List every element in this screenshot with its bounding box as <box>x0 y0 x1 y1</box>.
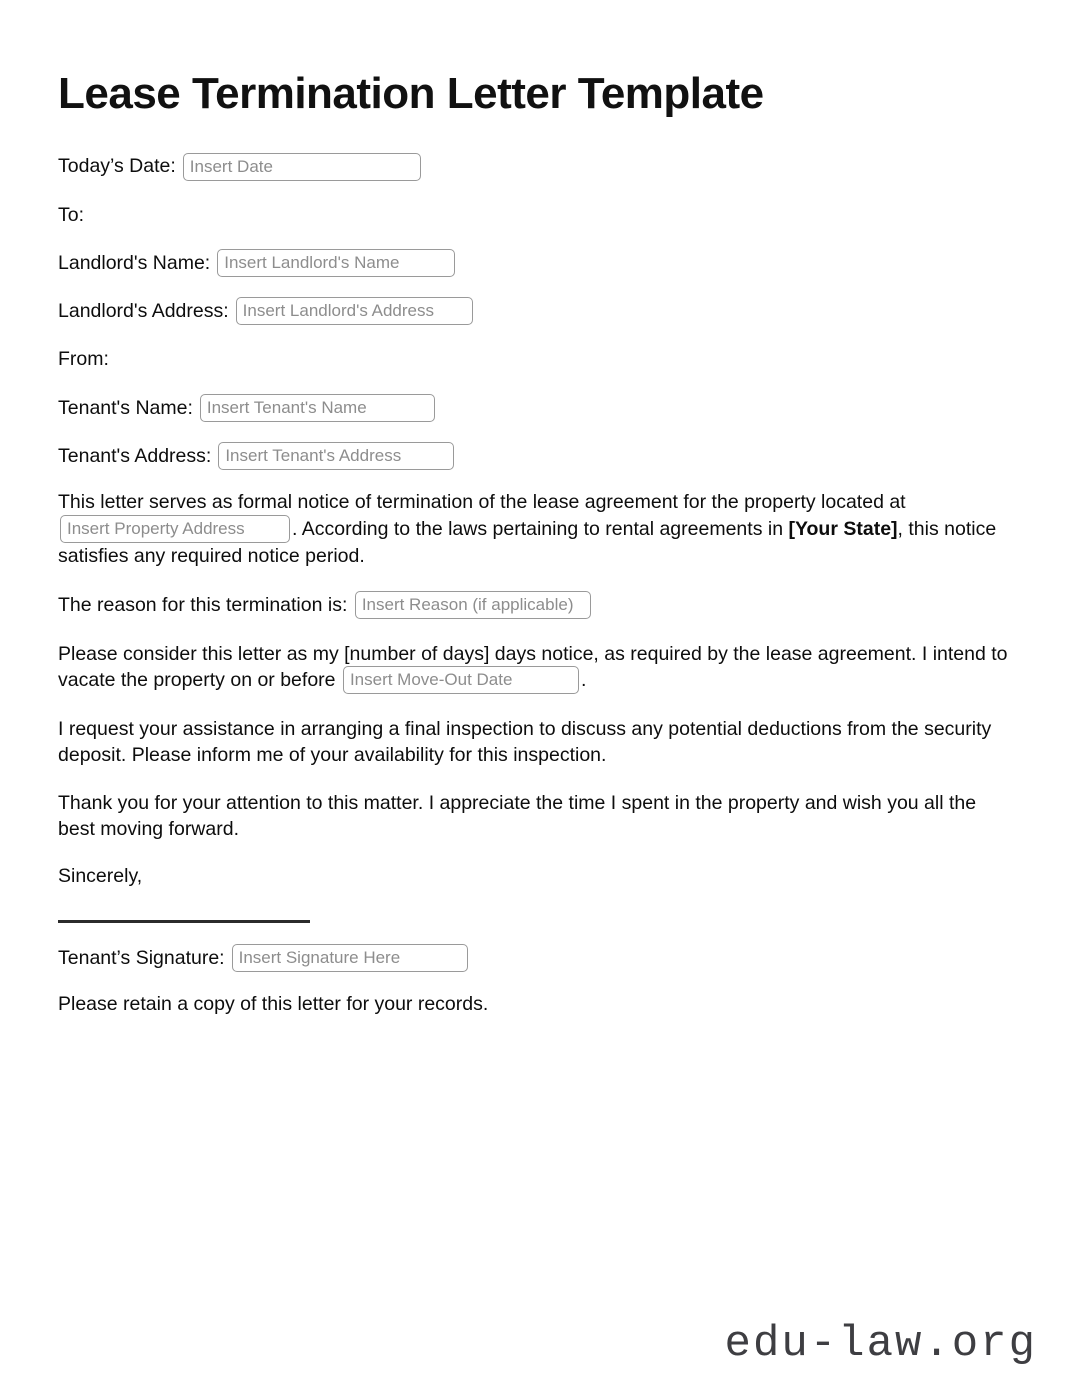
landlord-name-input[interactable] <box>217 249 455 277</box>
landlord-address-label: Landlord's Address: <box>58 300 229 323</box>
tenant-name-input[interactable] <box>200 394 435 422</box>
page-title: Lease Termination Letter Template <box>58 69 764 118</box>
todays-date-label: Today’s Date: <box>58 155 176 178</box>
closing-salutation: Sincerely, <box>58 865 143 888</box>
tenant-address-input[interactable] <box>218 442 454 470</box>
tenant-name-label: Tenant's Name: <box>58 396 193 419</box>
field-row-todays-date <box>58 152 1017 180</box>
tenant-address-label: Tenant's Address: <box>58 444 212 467</box>
todays-date-input[interactable] <box>183 153 421 181</box>
tenant-signature-label: Tenant’s Signature: <box>58 947 225 970</box>
reason-lead-text: The reason for this termination is: <box>58 593 348 616</box>
paragraph-notice-days <box>58 642 1017 696</box>
notice-text-part3: , this notice satisfies any required notice period. <box>58 518 997 567</box>
site-watermark: edu-law.org <box>724 1319 1037 1369</box>
paragraph-inspection: I request your assistance in arranging a final inspection to discuss any potential deductions from the security deposit. Please inform me of your availability for this inspection. <box>58 718 992 767</box>
field-row-landlord-name <box>58 249 1017 277</box>
landlord-address-input[interactable] <box>236 297 473 325</box>
paragraph-reason <box>58 592 1017 620</box>
notice-text-part1: This letter serves as formal notice of termination of the lease agreement for the property located at <box>58 491 906 514</box>
field-row-tenant-address <box>58 442 1017 470</box>
landlord-name-label: Landlord's Name: <box>58 251 211 274</box>
notice-text-part2: . According to the laws pertaining to rental agreements in <box>292 518 784 541</box>
paragraph-notice <box>58 490 1017 569</box>
property-address-input[interactable] <box>60 515 290 543</box>
tenant-signature-input[interactable] <box>232 944 468 972</box>
move-out-date-input[interactable] <box>343 666 579 694</box>
field-row-tenant-name <box>58 394 1017 422</box>
your-state-placeholder: [Your State] <box>788 518 898 541</box>
signature-line <box>58 920 310 923</box>
days-notice-text-part2: . <box>580 669 587 692</box>
paragraph-thanks: Thank you for your attention to this matter. I appreciate the time I spent in the property and wish you all the best moving forward. <box>58 791 977 840</box>
to-heading: To: <box>58 203 85 226</box>
reason-input[interactable] <box>355 591 591 619</box>
from-heading: From: <box>58 348 109 371</box>
days-notice-text-part1: Please consider this letter as my [number of days] days notice, as required by the lease agreement. I intend to vacate the property on or before <box>58 642 1008 692</box>
retain-copy-note: Please retain a copy of this letter for your records. <box>58 993 489 1016</box>
field-row-landlord-address <box>58 297 1017 325</box>
field-row-tenant-signature <box>58 944 1017 972</box>
